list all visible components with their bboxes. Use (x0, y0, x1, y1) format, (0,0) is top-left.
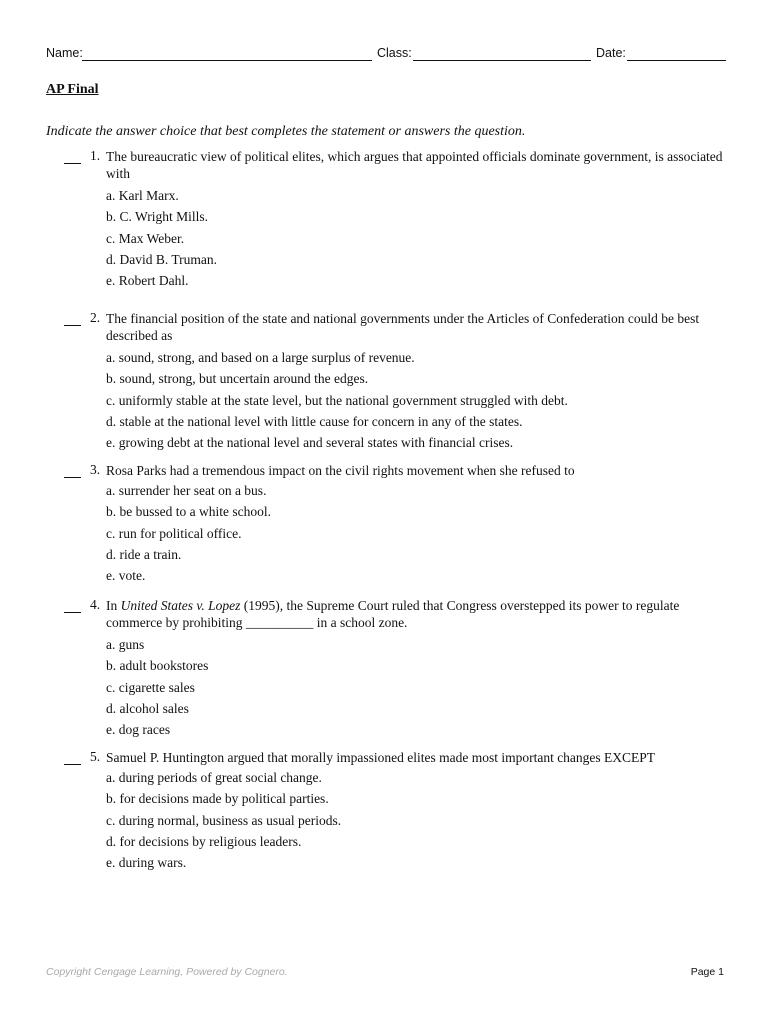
case-name: United States v. Lopez (120, 598, 241, 613)
options-list (106, 480, 724, 586)
option-e: e. dog races (106, 722, 171, 738)
class-line[interactable] (413, 60, 591, 61)
copyright-notice: Copyright Cengage Learning, Powered by Cognero. (46, 966, 288, 978)
stem-suffix: (1995), the Supreme Court ruled that Congress overstepped its power to regulate commerce by prohibiting __________ in a school zone. (106, 598, 680, 630)
option-d: d. alcohol sales (106, 700, 189, 716)
answer-blank[interactable] (64, 462, 81, 478)
option-a: a. guns (106, 637, 145, 652)
answer-blank[interactable] (64, 310, 81, 326)
options-list (106, 347, 724, 453)
option-c: c. during normal, business as usual periods. (106, 812, 342, 828)
exam-title: AP Final (46, 82, 99, 97)
question-1 (64, 148, 724, 291)
option-d: d. for decisions by religious leaders. (106, 833, 302, 849)
question-4 (64, 597, 724, 740)
date-line[interactable] (627, 60, 726, 61)
option-e: e. during wars. (106, 855, 187, 871)
question-number: 1. (90, 148, 101, 163)
instructions: Indicate the answer choice that best completes the statement or answers the question. (46, 124, 526, 139)
option-d: d. stable at the national level with little cause for concern in any of the states. (106, 413, 523, 429)
answer-blank[interactable] (64, 749, 81, 765)
stem-prefix: In (106, 598, 121, 613)
page-number: Page 1 (690, 966, 724, 978)
answer-blank[interactable] (64, 148, 81, 164)
option-b: b. sound, strong, but uncertain around the edges. (106, 371, 369, 387)
question-stem: The bureaucratic view of political elites, which argues that appointed officials dominate government, is associated with (106, 149, 723, 181)
question-number: 3. (90, 462, 101, 477)
question-stem: Samuel P. Huntington argued that morally impassioned elites made most important changes EXCEPT (106, 750, 656, 765)
option-a: a. during periods of great social change. (106, 770, 322, 785)
name-line[interactable] (82, 60, 372, 61)
date-label: Date: (596, 46, 626, 60)
option-e: e. vote. (106, 568, 146, 584)
question-5 (64, 749, 724, 873)
question-number: 5. (90, 749, 101, 764)
question-number: 4. (90, 597, 101, 612)
question-stem (106, 597, 724, 631)
class-label: Class: (377, 46, 412, 60)
header-fields (46, 46, 726, 64)
option-a: a. surrender her seat on a bus. (106, 483, 267, 498)
question-3 (64, 462, 724, 586)
options-list (106, 767, 724, 873)
option-b: b. C. Wright Mills. (106, 209, 208, 225)
question-stem: The financial position of the state and national governments under the Articles of Confederation could be best described as (106, 311, 700, 343)
question-stem: Rosa Parks had a tremendous impact on the civil rights movement when she refused to (106, 463, 575, 478)
option-a: a. sound, strong, and based on a large surplus of revenue. (106, 350, 415, 365)
answer-blank[interactable] (64, 597, 81, 613)
option-d: d. David B. Truman. (106, 251, 218, 267)
option-c: c. Max Weber. (106, 230, 185, 246)
option-c: c. uniformly stable at the state level, but the national government struggled with debt. (106, 392, 568, 408)
option-c: c. run for political office. (106, 525, 242, 541)
options-list (106, 185, 724, 291)
question-2 (64, 310, 724, 453)
option-d: d. ride a train. (106, 546, 182, 562)
option-b: b. adult bookstores (106, 658, 209, 674)
option-a: a. Karl Marx. (106, 188, 179, 203)
option-e: e. growing debt at the national level and several states with financial crises. (106, 435, 514, 451)
option-b: b. be bussed to a white school. (106, 504, 271, 520)
option-c: c. cigarette sales (106, 679, 195, 695)
name-label: Name: (46, 46, 83, 60)
option-e: e. Robert Dahl. (106, 273, 189, 289)
option-b: b. for decisions made by political parties. (106, 791, 329, 807)
question-number: 2. (90, 310, 101, 325)
options-list (106, 634, 724, 740)
